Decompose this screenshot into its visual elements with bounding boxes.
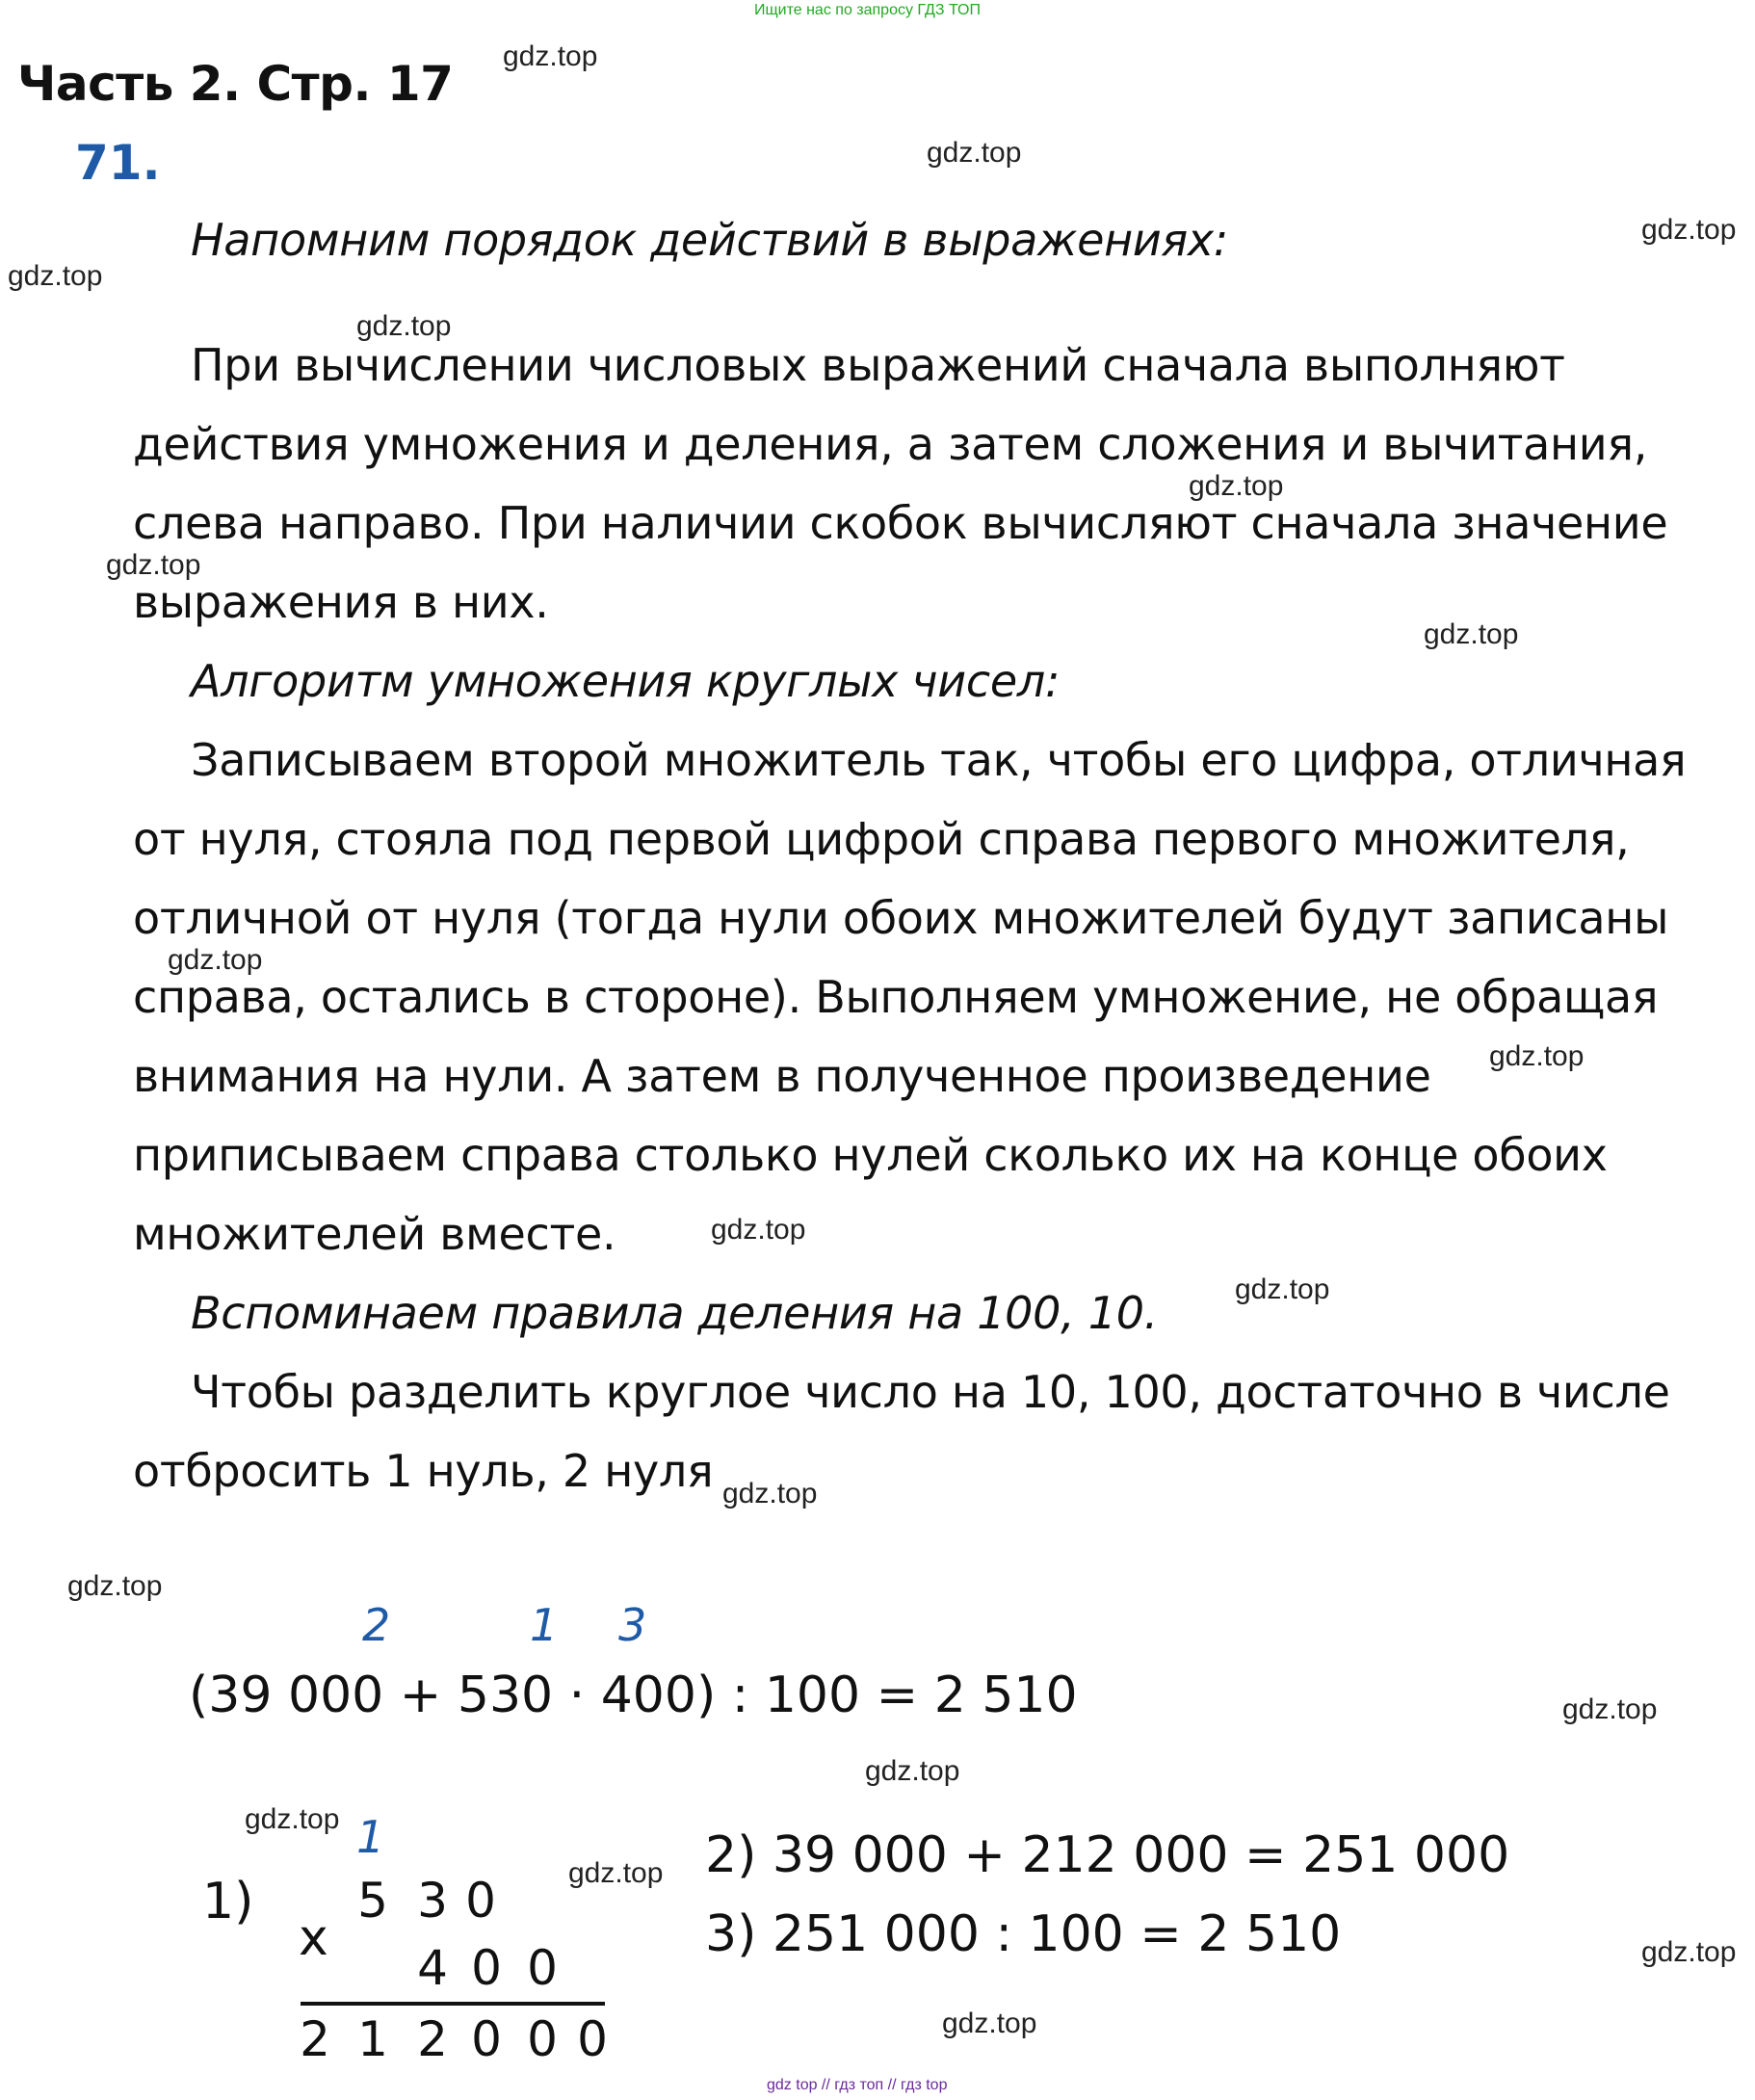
watermark: gdz.top <box>168 944 263 976</box>
factor1-digit: 5 <box>357 1873 388 1929</box>
watermark: gdz.top <box>568 1857 664 1889</box>
watermark: gdz.top <box>1489 1040 1585 1072</box>
section-heading-multiply: Алгоритм умножения круглых чисел: <box>191 655 1061 707</box>
page-title: Часть 2. Стр. 17 <box>17 56 454 112</box>
step3: 3) 251 000 : 100 = 2 510 <box>705 1905 1342 1963</box>
text-line: слева направо. При наличии скобок вычисляют сначала значение <box>133 497 1668 549</box>
factor1-digit: 3 <box>417 1873 448 1929</box>
order-mark: 1 <box>530 1599 559 1651</box>
watermark: gdz.top <box>1424 618 1519 650</box>
text-line: внимания на нули. А затем в полученное произведение <box>133 1050 1431 1102</box>
watermark: gdz.top <box>1641 214 1737 246</box>
watermark: gdz.top <box>8 260 103 292</box>
watermark: gdz.top <box>1235 1273 1330 1305</box>
section-heading-order: Напомним порядок действий в выражениях: <box>191 214 1229 266</box>
text-line: справа, остались в стороне). Выполняем умножение, не обращая <box>133 971 1659 1023</box>
top-banner: Ищите нас по запросу ГДЗ ТОП <box>754 2 981 18</box>
text-line: выражения в них. <box>133 576 549 628</box>
watermark: gdz.top <box>67 1570 163 1602</box>
factor1-digit: 0 <box>465 1873 496 1929</box>
factor2-digit: 0 <box>527 1940 558 1996</box>
watermark: gdz.top <box>1641 1936 1737 1968</box>
watermark: gdz.top <box>1562 1693 1658 1725</box>
product-digit: 2 <box>417 2011 448 2067</box>
watermark: gdz.top <box>1189 470 1284 502</box>
order-mark: 2 <box>362 1599 391 1651</box>
sum-line <box>301 2002 605 2006</box>
multiply-sign: x <box>299 1909 328 1967</box>
footer-links: gdz top // гдз топ // гдз top <box>767 2077 948 2093</box>
watermark: gdz.top <box>722 1478 818 1509</box>
product-digit: 0 <box>577 2011 608 2067</box>
text-line: Чтобы разделить круглое число на 10, 100, достаточно в числе <box>191 1366 1670 1418</box>
section-heading-division: Вспоминаем правила деления на 100, 10. <box>191 1287 1158 1339</box>
watermark: gdz.top <box>106 549 201 581</box>
watermark: gdz.top <box>927 137 1022 169</box>
factor2-digit: 0 <box>471 1940 502 1996</box>
main-expression: (39 000 + 530 · 400) : 100 = 2 510 <box>189 1667 1078 1724</box>
watermark: gdz.top <box>356 310 452 342</box>
watermark: gdz.top <box>865 1755 960 1787</box>
product-digit: 2 <box>300 2011 330 2067</box>
text-line: от нуля, стояла под первой цифрой справа первого множителя, <box>133 813 1630 865</box>
product-digit: 0 <box>471 2011 502 2067</box>
text-line: отбросить 1 нуль, 2 нуля <box>133 1445 714 1497</box>
task-number: 71. <box>75 135 161 191</box>
text-line: Записываем второй множитель так, чтобы его цифра, отличная <box>191 734 1687 786</box>
order-mark: 3 <box>618 1599 647 1651</box>
carry-digit: 1 <box>356 1811 385 1863</box>
watermark: gdz.top <box>942 2008 1037 2039</box>
text-line: приписываем справа столько нулей сколько их на конце обоих <box>133 1129 1608 1181</box>
watermark: gdz.top <box>503 40 598 72</box>
watermark: gdz.top <box>711 1214 806 1246</box>
text-line: При вычислении числовых выражений сначала выполняют <box>191 339 1565 391</box>
text-line: действия умножения и деления, а затем сложения и вычитания, <box>133 418 1648 470</box>
step1-label: 1) <box>202 1873 254 1930</box>
text-line: множителей вместе. <box>133 1208 616 1260</box>
text-line: отличной от нуля (тогда нули обоих множителей будут записаны <box>133 892 1669 944</box>
step2: 2) 39 000 + 212 000 = 251 000 <box>705 1826 1510 1884</box>
factor2-digit: 4 <box>417 1940 448 1996</box>
product-digit: 0 <box>527 2011 558 2067</box>
watermark: gdz.top <box>245 1803 340 1835</box>
product-digit: 1 <box>357 2011 388 2067</box>
